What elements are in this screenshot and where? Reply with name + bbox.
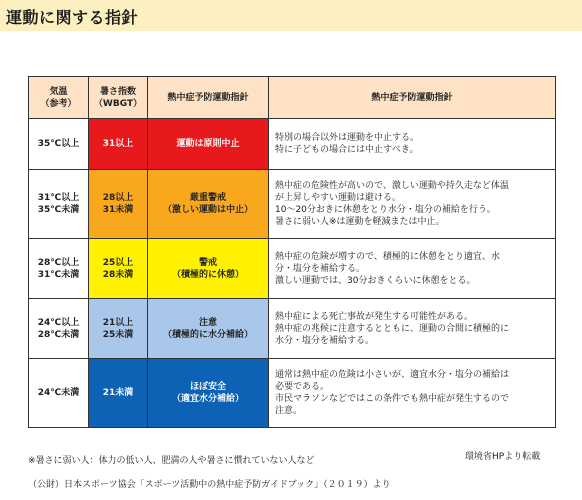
page-title: 運動に関する指針	[6, 8, 139, 27]
level-cell: 運動は原則中止	[148, 119, 269, 170]
level-cell: 厳重警戒 （激しい運動は中止）	[148, 170, 269, 239]
table-row	[29, 359, 556, 428]
table-row	[29, 119, 556, 170]
temp-cell: 31℃以上 35℃未満	[29, 170, 89, 239]
heat-guideline-table	[28, 76, 556, 428]
desc-cell: 熱中症による死亡事故が発生する可能性がある。 熱中症の兆候に注意するとともに、運動の合間に積極的に 水分・塩分を補給する。	[269, 299, 556, 359]
title-band	[0, 0, 582, 31]
source-credit: 環境省HPより転載	[465, 452, 541, 462]
table-row	[29, 170, 556, 239]
header-temperature: 気温 （参考）	[29, 77, 89, 119]
level-cell: 警戒 （積極的に休憩）	[148, 239, 269, 299]
temp-cell: 24℃未満	[29, 359, 89, 428]
wbgt-cell: 21以上 25未満	[89, 299, 148, 359]
level-cell: 注意 （積極的に水分補給）	[148, 299, 269, 359]
desc-cell: 通常は熱中症の危険は小さいが、適宜水分・塩分の補給は 必要である。 市民マラソンなどではこの条件でも熱中症が発生するので 注意。	[269, 359, 556, 428]
temp-cell: 24℃以上 28℃未満	[29, 299, 89, 359]
wbgt-cell: 28以上 31未満	[89, 170, 148, 239]
header-guideline-detail: 熱中症予防運動指針	[269, 77, 556, 119]
wbgt-cell: 31以上	[89, 119, 148, 170]
temp-cell: 28℃以上 31℃未満	[29, 239, 89, 299]
table-row	[29, 239, 556, 299]
wbgt-cell: 21未満	[89, 359, 148, 428]
temp-cell: 35℃以上	[29, 119, 89, 170]
desc-cell: 熱中症の危険が増すので、積極的に休憩をとり適宜、水 分・塩分を補給する。 激しい運動では、30分おきくらいに休憩をとる。	[269, 239, 556, 299]
table-header-row	[29, 77, 556, 119]
desc-cell: 熱中症の危険性が高いので、激しい運動や持久走など体温 が上昇しやすい運動は避ける。 10～20分おきに休憩をとり水分・塩分の補給を行う。 暑さに弱い人※は運動を軽減または中止。	[269, 170, 556, 239]
header-wbgt: 暑さ指数 （WBGT）	[89, 77, 148, 119]
citation-note: （公財）日本スポーツ協会「スポーツ活動中の熱中症予防ガイドブック」（２０１９）より	[28, 480, 391, 490]
wbgt-cell: 25以上 28未満	[89, 239, 148, 299]
footnote-vulnerable-people: ※暑さに弱い人：体力の低い人、肥満の人や暑さに慣れていない人など	[28, 456, 315, 466]
level-cell: ほぼ安全 （適宜水分補給）	[148, 359, 269, 428]
desc-cell: 特別の場合以外は運動を中止する。 特に子どもの場合には中止すべき。	[269, 119, 556, 170]
table-row	[29, 299, 556, 359]
header-guideline-level: 熱中症予防運動指針	[148, 77, 269, 119]
